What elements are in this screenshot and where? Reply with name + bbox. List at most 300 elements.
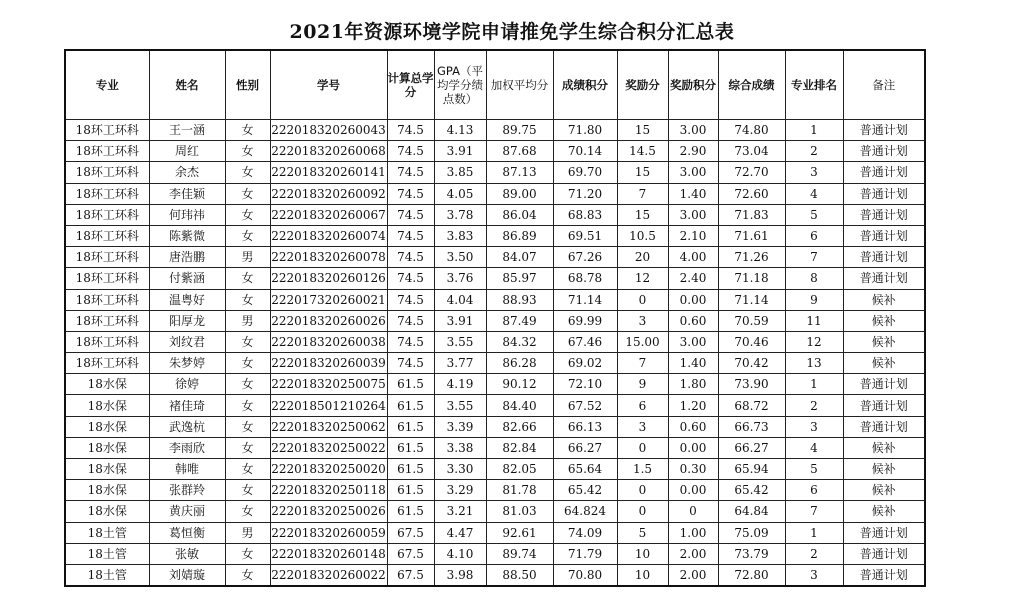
cell-major: 18环工环科	[65, 120, 149, 141]
cell-remark: 普通计划	[843, 543, 925, 564]
cell-bonus-points: 1.00	[668, 522, 718, 543]
cell-grade-points: 71.20	[553, 183, 617, 204]
cell-remark: 普通计划	[843, 522, 925, 543]
cell-total-credits: 74.5	[387, 225, 434, 246]
cell-rank: 3	[785, 162, 843, 183]
header-cell-major: 专业	[65, 50, 149, 120]
cell-bonus: 12	[617, 268, 668, 289]
cell-student-id: 222018320260067	[270, 204, 387, 225]
cell-gender: 女	[225, 225, 270, 246]
cell-bonus-points: 2.00	[668, 564, 718, 586]
cell-composite-score: 71.61	[718, 225, 785, 246]
cell-remark: 候补	[843, 289, 925, 310]
cell-composite-score: 71.26	[718, 247, 785, 268]
cell-name: 阳厚龙	[149, 310, 225, 331]
cell-weighted-average: 88.50	[486, 564, 553, 586]
cell-grade-points: 74.09	[553, 522, 617, 543]
cell-major: 18水保	[65, 501, 149, 522]
cell-bonus: 3	[617, 310, 668, 331]
cell-composite-score: 72.70	[718, 162, 785, 183]
cell-name: 朱梦婷	[149, 353, 225, 374]
cell-bonus: 3	[617, 416, 668, 437]
cell-major: 18土管	[65, 543, 149, 564]
cell-total-credits: 61.5	[387, 416, 434, 437]
cell-composite-score: 70.46	[718, 331, 785, 352]
cell-name: 刘婧璇	[149, 564, 225, 586]
cell-composite-score: 72.60	[718, 183, 785, 204]
cell-grade-points: 69.70	[553, 162, 617, 183]
cell-composite-score: 75.09	[718, 522, 785, 543]
cell-name: 褚佳琦	[149, 395, 225, 416]
cell-gpa: 3.98	[434, 564, 486, 586]
cell-student-id: 222018320260148	[270, 543, 387, 564]
cell-total-credits: 61.5	[387, 480, 434, 501]
header-cell-total-credits: 计算总学分	[387, 50, 434, 120]
table-row	[65, 141, 925, 162]
cell-rank: 2	[785, 141, 843, 162]
table-row	[65, 183, 925, 204]
cell-gender: 女	[225, 268, 270, 289]
cell-bonus: 0	[617, 501, 668, 522]
table-row	[65, 120, 925, 141]
table-row	[65, 480, 925, 501]
cell-remark: 普通计划	[843, 374, 925, 395]
header-cell-remark: 备注	[843, 50, 925, 120]
cell-composite-score: 71.18	[718, 268, 785, 289]
cell-composite-score: 71.14	[718, 289, 785, 310]
cell-bonus-points: 2.40	[668, 268, 718, 289]
cell-rank: 2	[785, 543, 843, 564]
cell-remark: 候补	[843, 480, 925, 501]
cell-name: 陈紫微	[149, 225, 225, 246]
cell-rank: 6	[785, 480, 843, 501]
cell-total-credits: 61.5	[387, 459, 434, 480]
cell-remark: 候补	[843, 331, 925, 352]
table-row	[65, 395, 925, 416]
cell-bonus: 15.00	[617, 331, 668, 352]
cell-total-credits: 67.5	[387, 543, 434, 564]
cell-name: 温粤好	[149, 289, 225, 310]
cell-major: 18水保	[65, 395, 149, 416]
cell-major: 18环工环科	[65, 225, 149, 246]
table-row	[65, 564, 925, 586]
cell-rank: 6	[785, 225, 843, 246]
cell-rank: 1	[785, 374, 843, 395]
table-row	[65, 522, 925, 543]
cell-student-id: 222018320260092	[270, 183, 387, 204]
cell-major: 18土管	[65, 564, 149, 586]
cell-major: 18水保	[65, 459, 149, 480]
cell-bonus-points: 0.60	[668, 310, 718, 331]
cell-bonus: 15	[617, 204, 668, 225]
cell-gpa: 3.30	[434, 459, 486, 480]
cell-weighted-average: 87.68	[486, 141, 553, 162]
cell-bonus-points: 0	[668, 501, 718, 522]
cell-gender: 男	[225, 522, 270, 543]
cell-gpa: 4.04	[434, 289, 486, 310]
cell-total-credits: 74.5	[387, 247, 434, 268]
cell-gpa: 3.29	[434, 480, 486, 501]
cell-name: 徐婷	[149, 374, 225, 395]
cell-student-id: 222018320260043	[270, 120, 387, 141]
cell-bonus: 9	[617, 374, 668, 395]
cell-bonus-points: 0.30	[668, 459, 718, 480]
cell-grade-points: 72.10	[553, 374, 617, 395]
cell-rank: 5	[785, 459, 843, 480]
cell-student-id: 222018320250020	[270, 459, 387, 480]
cell-major: 18水保	[65, 416, 149, 437]
cell-weighted-average: 82.84	[486, 437, 553, 458]
cell-student-id: 222018320260078	[270, 247, 387, 268]
cell-gender: 女	[225, 289, 270, 310]
cell-weighted-average: 88.93	[486, 289, 553, 310]
cell-bonus: 0	[617, 289, 668, 310]
cell-name: 韩唯	[149, 459, 225, 480]
cell-gender: 女	[225, 331, 270, 352]
cell-grade-points: 66.27	[553, 437, 617, 458]
cell-weighted-average: 84.32	[486, 331, 553, 352]
cell-total-credits: 74.5	[387, 204, 434, 225]
table-row	[65, 310, 925, 331]
cell-student-id: 222018320250022	[270, 437, 387, 458]
header-cell-weighted-average: 加权平均分	[486, 50, 553, 120]
cell-composite-score: 65.42	[718, 480, 785, 501]
cell-gender: 女	[225, 564, 270, 586]
cell-bonus-points: 2.90	[668, 141, 718, 162]
cell-student-id: 222018320260038	[270, 331, 387, 352]
cell-grade-points: 64.824	[553, 501, 617, 522]
cell-total-credits: 61.5	[387, 374, 434, 395]
cell-rank: 13	[785, 353, 843, 374]
cell-grade-points: 71.79	[553, 543, 617, 564]
cell-bonus: 14.5	[617, 141, 668, 162]
header-cell-bonus-points: 奖励积分	[668, 50, 718, 120]
cell-bonus-points: 3.00	[668, 331, 718, 352]
cell-name: 武逸杭	[149, 416, 225, 437]
cell-remark: 普通计划	[843, 268, 925, 289]
cell-remark: 普通计划	[843, 204, 925, 225]
header-cell-bonus: 奖励分	[617, 50, 668, 120]
cell-composite-score: 70.59	[718, 310, 785, 331]
cell-major: 18水保	[65, 374, 149, 395]
cell-weighted-average: 84.40	[486, 395, 553, 416]
cell-student-id: 222018320260074	[270, 225, 387, 246]
cell-major: 18环工环科	[65, 247, 149, 268]
cell-weighted-average: 82.05	[486, 459, 553, 480]
cell-total-credits: 74.5	[387, 289, 434, 310]
cell-gender: 女	[225, 204, 270, 225]
cell-gender: 女	[225, 501, 270, 522]
cell-major: 18土管	[65, 522, 149, 543]
cell-rank: 7	[785, 501, 843, 522]
cell-gpa: 3.77	[434, 353, 486, 374]
cell-bonus: 1.5	[617, 459, 668, 480]
header-cell-composite-score: 综合成绩	[718, 50, 785, 120]
cell-name: 黄庆丽	[149, 501, 225, 522]
cell-total-credits: 74.5	[387, 183, 434, 204]
cell-gpa: 3.83	[434, 225, 486, 246]
cell-bonus-points: 0.00	[668, 480, 718, 501]
cell-bonus: 0	[617, 480, 668, 501]
cell-weighted-average: 92.61	[486, 522, 553, 543]
cell-weighted-average: 89.75	[486, 120, 553, 141]
cell-composite-score: 65.94	[718, 459, 785, 480]
cell-grade-points: 66.13	[553, 416, 617, 437]
cell-remark: 候补	[843, 310, 925, 331]
cell-name: 余杰	[149, 162, 225, 183]
cell-gpa: 4.13	[434, 120, 486, 141]
cell-name: 刘纹君	[149, 331, 225, 352]
cell-total-credits: 74.5	[387, 331, 434, 352]
cell-grade-points: 69.51	[553, 225, 617, 246]
cell-gender: 女	[225, 162, 270, 183]
cell-composite-score: 66.73	[718, 416, 785, 437]
cell-major: 18水保	[65, 437, 149, 458]
cell-weighted-average: 86.28	[486, 353, 553, 374]
cell-major: 18环工环科	[65, 331, 149, 352]
cell-bonus: 15	[617, 162, 668, 183]
cell-bonus: 7	[617, 183, 668, 204]
table-row	[65, 543, 925, 564]
cell-student-id: 222018320260026	[270, 310, 387, 331]
cell-total-credits: 74.5	[387, 310, 434, 331]
table-row	[65, 204, 925, 225]
cell-composite-score: 68.72	[718, 395, 785, 416]
cell-major: 18环工环科	[65, 204, 149, 225]
cell-major: 18水保	[65, 480, 149, 501]
cell-composite-score: 66.27	[718, 437, 785, 458]
cell-grade-points: 67.26	[553, 247, 617, 268]
cell-total-credits: 67.5	[387, 522, 434, 543]
cell-weighted-average: 89.74	[486, 543, 553, 564]
cell-bonus: 7	[617, 353, 668, 374]
cell-bonus-points: 1.40	[668, 183, 718, 204]
cell-rank: 1	[785, 522, 843, 543]
cell-grade-points: 70.14	[553, 141, 617, 162]
cell-bonus: 15	[617, 120, 668, 141]
cell-gender: 女	[225, 437, 270, 458]
cell-rank: 4	[785, 437, 843, 458]
cell-bonus-points: 3.00	[668, 120, 718, 141]
table-body	[65, 120, 925, 587]
cell-gender: 女	[225, 374, 270, 395]
cell-total-credits: 67.5	[387, 564, 434, 586]
table-row	[65, 459, 925, 480]
cell-weighted-average: 87.13	[486, 162, 553, 183]
table-row	[65, 162, 925, 183]
cell-gender: 女	[225, 543, 270, 564]
cell-rank: 4	[785, 183, 843, 204]
cell-student-id: 222017320260021	[270, 289, 387, 310]
cell-gpa: 3.91	[434, 310, 486, 331]
cell-gpa: 3.39	[434, 416, 486, 437]
cell-rank: 8	[785, 268, 843, 289]
cell-gpa: 4.10	[434, 543, 486, 564]
cell-composite-score: 74.80	[718, 120, 785, 141]
cell-weighted-average: 87.49	[486, 310, 553, 331]
cell-major: 18环工环科	[65, 183, 149, 204]
cell-name: 张敏	[149, 543, 225, 564]
cell-gender: 女	[225, 416, 270, 437]
cell-student-id: 222018320260141	[270, 162, 387, 183]
cell-grade-points: 67.46	[553, 331, 617, 352]
cell-bonus: 6	[617, 395, 668, 416]
cell-gender: 女	[225, 183, 270, 204]
cell-rank: 3	[785, 416, 843, 437]
table-row	[65, 268, 925, 289]
cell-gender: 男	[225, 310, 270, 331]
cell-remark: 普通计划	[843, 416, 925, 437]
cell-major: 18环工环科	[65, 353, 149, 374]
cell-weighted-average: 86.89	[486, 225, 553, 246]
cell-weighted-average: 90.12	[486, 374, 553, 395]
cell-gpa: 3.76	[434, 268, 486, 289]
cell-major: 18环工环科	[65, 268, 149, 289]
cell-total-credits: 61.5	[387, 501, 434, 522]
cell-grade-points: 71.80	[553, 120, 617, 141]
cell-weighted-average: 89.00	[486, 183, 553, 204]
cell-bonus: 10	[617, 564, 668, 586]
cell-remark: 普通计划	[843, 162, 925, 183]
cell-remark: 候补	[843, 459, 925, 480]
cell-grade-points: 71.14	[553, 289, 617, 310]
table-row	[65, 437, 925, 458]
table-row	[65, 225, 925, 246]
cell-major: 18环工环科	[65, 162, 149, 183]
cell-bonus: 5	[617, 522, 668, 543]
cell-rank: 3	[785, 564, 843, 586]
cell-weighted-average: 82.66	[486, 416, 553, 437]
cell-gpa: 3.55	[434, 331, 486, 352]
header-cell-gpa: GPA（平均学分绩点数）	[434, 50, 486, 120]
cell-gender: 男	[225, 247, 270, 268]
cell-grade-points: 68.78	[553, 268, 617, 289]
cell-remark: 普通计划	[843, 225, 925, 246]
cell-gpa: 3.78	[434, 204, 486, 225]
table-row	[65, 247, 925, 268]
cell-student-id: 222018320250075	[270, 374, 387, 395]
cell-bonus: 0	[617, 437, 668, 458]
cell-rank: 2	[785, 395, 843, 416]
table-row	[65, 374, 925, 395]
cell-student-id: 222018320250062	[270, 416, 387, 437]
cell-grade-points: 69.02	[553, 353, 617, 374]
cell-name: 张群羚	[149, 480, 225, 501]
cell-name: 付紫涵	[149, 268, 225, 289]
cell-rank: 9	[785, 289, 843, 310]
cell-major: 18环工环科	[65, 141, 149, 162]
cell-remark: 候补	[843, 501, 925, 522]
cell-composite-score: 72.80	[718, 564, 785, 586]
cell-student-id: 222018501210264	[270, 395, 387, 416]
cell-bonus-points: 3.00	[668, 162, 718, 183]
table-row	[65, 416, 925, 437]
table-row	[65, 353, 925, 374]
cell-name: 葛恒衡	[149, 522, 225, 543]
cell-grade-points: 68.83	[553, 204, 617, 225]
cell-grade-points: 70.80	[553, 564, 617, 586]
cell-name: 周红	[149, 141, 225, 162]
cell-grade-points: 67.52	[553, 395, 617, 416]
cell-bonus-points: 0.00	[668, 437, 718, 458]
cell-gpa: 4.19	[434, 374, 486, 395]
cell-weighted-average: 81.78	[486, 480, 553, 501]
cell-weighted-average: 85.97	[486, 268, 553, 289]
cell-student-id: 222018320250026	[270, 501, 387, 522]
cell-name: 何玮祎	[149, 204, 225, 225]
cell-name: 王一涵	[149, 120, 225, 141]
table-row	[65, 331, 925, 352]
cell-bonus-points: 2.10	[668, 225, 718, 246]
cell-bonus: 20	[617, 247, 668, 268]
cell-remark: 候补	[843, 437, 925, 458]
cell-gpa: 3.21	[434, 501, 486, 522]
cell-student-id: 222018320250118	[270, 480, 387, 501]
cell-remark: 普通计划	[843, 183, 925, 204]
cell-grade-points: 69.99	[553, 310, 617, 331]
cell-composite-score: 73.90	[718, 374, 785, 395]
cell-total-credits: 74.5	[387, 162, 434, 183]
table-row	[65, 501, 925, 522]
cell-bonus-points: 4.00	[668, 247, 718, 268]
score-summary-table	[64, 49, 926, 587]
cell-composite-score: 70.42	[718, 353, 785, 374]
cell-weighted-average: 84.07	[486, 247, 553, 268]
cell-gpa: 3.38	[434, 437, 486, 458]
cell-rank: 7	[785, 247, 843, 268]
cell-rank: 11	[785, 310, 843, 331]
cell-composite-score: 64.84	[718, 501, 785, 522]
cell-remark: 普通计划	[843, 395, 925, 416]
cell-gender: 女	[225, 141, 270, 162]
cell-student-id: 222018320260059	[270, 522, 387, 543]
cell-gender: 女	[225, 120, 270, 141]
cell-gpa: 3.85	[434, 162, 486, 183]
header-cell-grade-points: 成绩积分	[553, 50, 617, 120]
cell-remark: 候补	[843, 353, 925, 374]
cell-rank: 5	[785, 204, 843, 225]
cell-name: 李佳颖	[149, 183, 225, 204]
cell-total-credits: 74.5	[387, 268, 434, 289]
table-header-row	[65, 50, 925, 120]
cell-gender: 女	[225, 459, 270, 480]
header-cell-rank: 专业排名	[785, 50, 843, 120]
cell-grade-points: 65.64	[553, 459, 617, 480]
cell-total-credits: 61.5	[387, 395, 434, 416]
header-cell-name: 姓名	[149, 50, 225, 120]
cell-name: 唐浩鹏	[149, 247, 225, 268]
cell-student-id: 222018320260039	[270, 353, 387, 374]
cell-bonus-points: 0.60	[668, 416, 718, 437]
cell-composite-score: 71.83	[718, 204, 785, 225]
cell-bonus-points: 3.00	[668, 204, 718, 225]
cell-rank: 1	[785, 120, 843, 141]
cell-composite-score: 73.79	[718, 543, 785, 564]
cell-bonus-points: 1.80	[668, 374, 718, 395]
cell-weighted-average: 86.04	[486, 204, 553, 225]
cell-remark: 普通计划	[843, 247, 925, 268]
cell-bonus-points: 2.00	[668, 543, 718, 564]
cell-total-credits: 74.5	[387, 120, 434, 141]
cell-student-id: 222018320260022	[270, 564, 387, 586]
cell-remark: 普通计划	[843, 120, 925, 141]
cell-gpa: 4.47	[434, 522, 486, 543]
cell-major: 18环工环科	[65, 310, 149, 331]
cell-gpa: 3.91	[434, 141, 486, 162]
cell-bonus-points: 1.40	[668, 353, 718, 374]
header-cell-student-id: 学号	[270, 50, 387, 120]
cell-grade-points: 65.42	[553, 480, 617, 501]
